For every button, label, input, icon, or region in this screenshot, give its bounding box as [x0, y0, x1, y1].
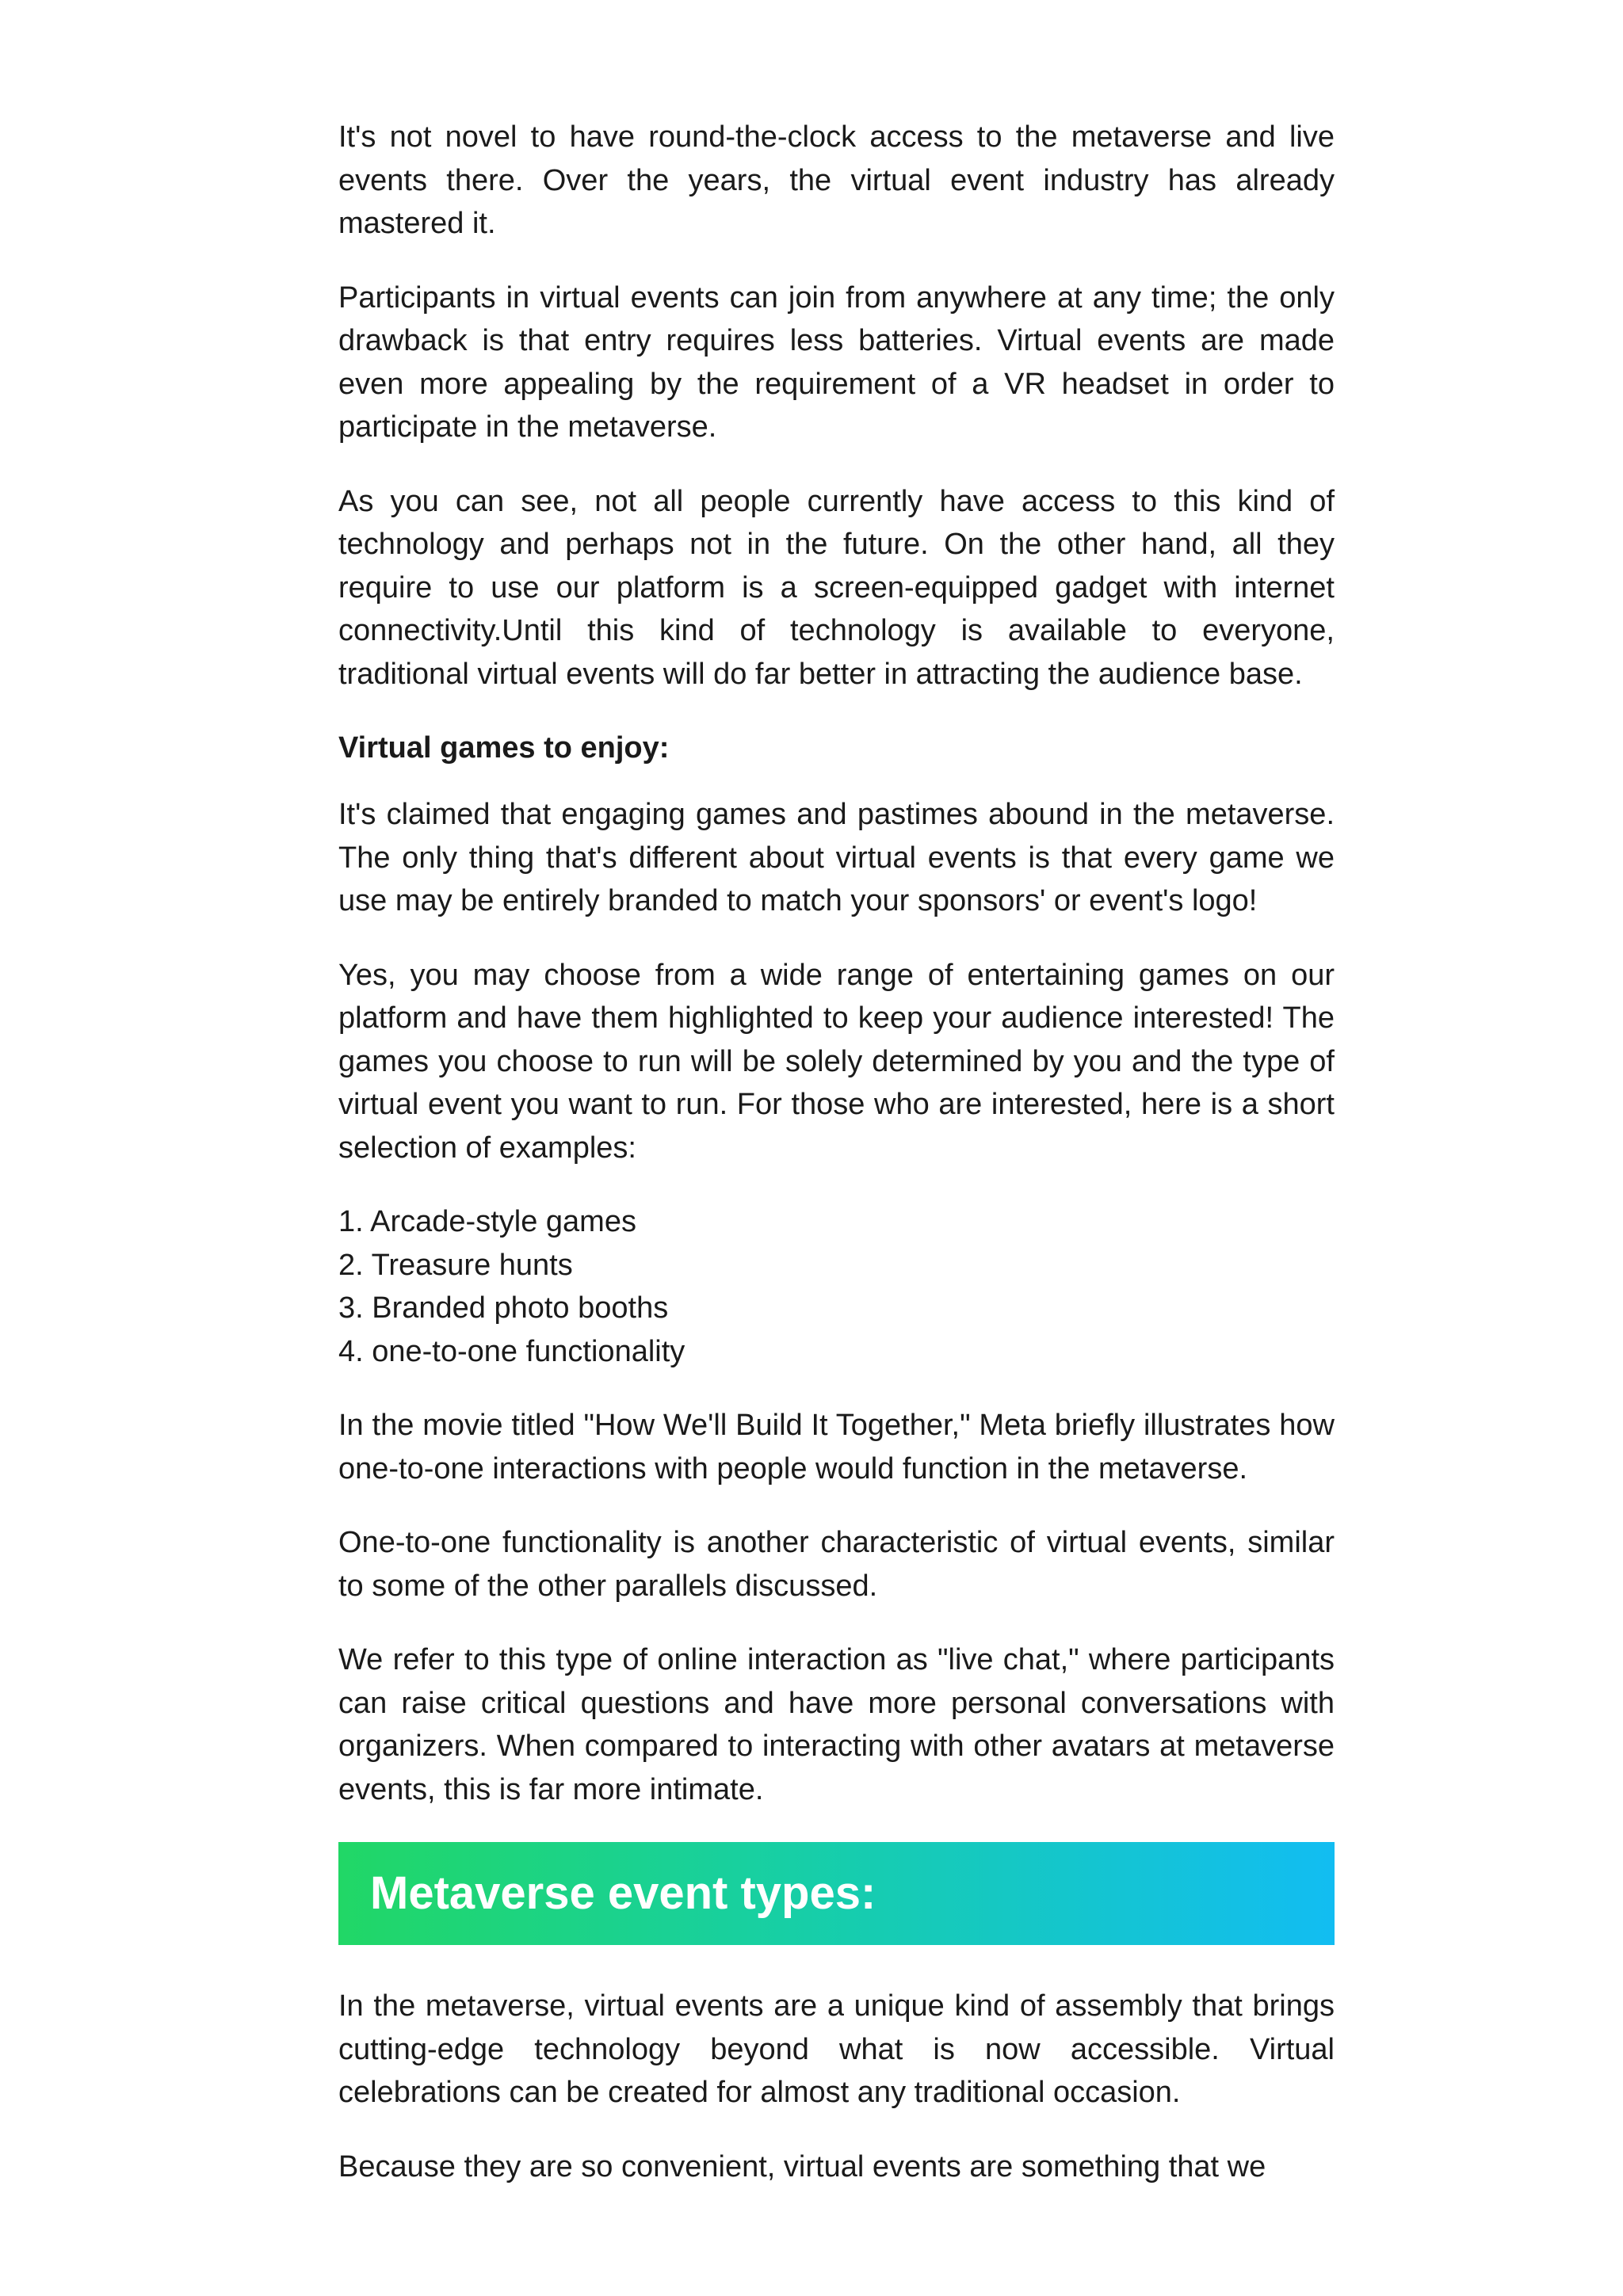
list-item: 4. one-to-one functionality: [338, 1334, 685, 1368]
body-paragraph: As you can see, not all people currently have access to this kind of technology and perhaps not in the future. On the other hand, all they require to use our platform is a screen-equipped gadget with internet connectivity.Until this kind of technology is available to everyone, traditional virtual events will do far better in attracting the audience base.: [338, 484, 1335, 691]
list-item: 3. Branded photo booths: [338, 1291, 669, 1325]
body-paragraph: In the movie titled "How We'll Build It Together," Meta briefly illustrates how one-to-one interactions with people would function in the metaverse.: [338, 1409, 1335, 1486]
list-item: 2. Treasure hunts: [338, 1248, 573, 1282]
section-heading: Metaverse event types:: [370, 1867, 876, 1919]
body-paragraph: One-to-one functionality is another characteristic of virtual events, similar to some of the other parallels discussed.: [338, 1526, 1335, 1603]
body-paragraph: It's not novel to have round-the-clock access to the metaverse and live events there. Over the years, the virtual event industry has already mastered it.: [338, 120, 1335, 240]
section-heading-banner: [338, 1842, 1335, 1945]
body-paragraph: Yes, you may choose from a wide range of entertaining games on our platform and have them highlighted to keep your audience interested! The games you choose to run will be solely determined by you and the type of virtual event you want to run. For those who are interested, here is a short selection of examples:: [338, 958, 1335, 1165]
section-subheading: Virtual games to enjoy:: [338, 731, 670, 765]
body-paragraph: Participants in virtual events can join from anywhere at any time; the only drawback is that entry requires less batteries. Virtual events are made even more appealing by the requirement of a VR headset in order to participate in the metaverse.: [338, 280, 1335, 444]
body-paragraph: In the metaverse, virtual events are a unique kind of assembly that brings cutting-edge technology beyond what is now accessible. Virtual celebrations can be created for almost any traditional occasion.: [338, 1989, 1335, 2109]
body-paragraph: We refer to this type of online interaction as "live chat," where participants can raise critical questions and have more personal conversations with organizers. When compared to interacting with other avatars at metaverse events, this is far more intimate.: [338, 1643, 1335, 1806]
document-page: [338, 116, 1335, 2219]
body-paragraph: It's claimed that engaging games and pastimes abound in the metaverse. The only thing that's different about virtual events is that every game we use may be entirely branded to match your sponsors' or event's logo!: [338, 798, 1335, 917]
list-item: 1. Arcade-style games: [338, 1205, 636, 1238]
games-list: [338, 1200, 1335, 1373]
body-paragraph: Because they are so convenient, virtual events are something that we: [338, 2149, 1266, 2183]
